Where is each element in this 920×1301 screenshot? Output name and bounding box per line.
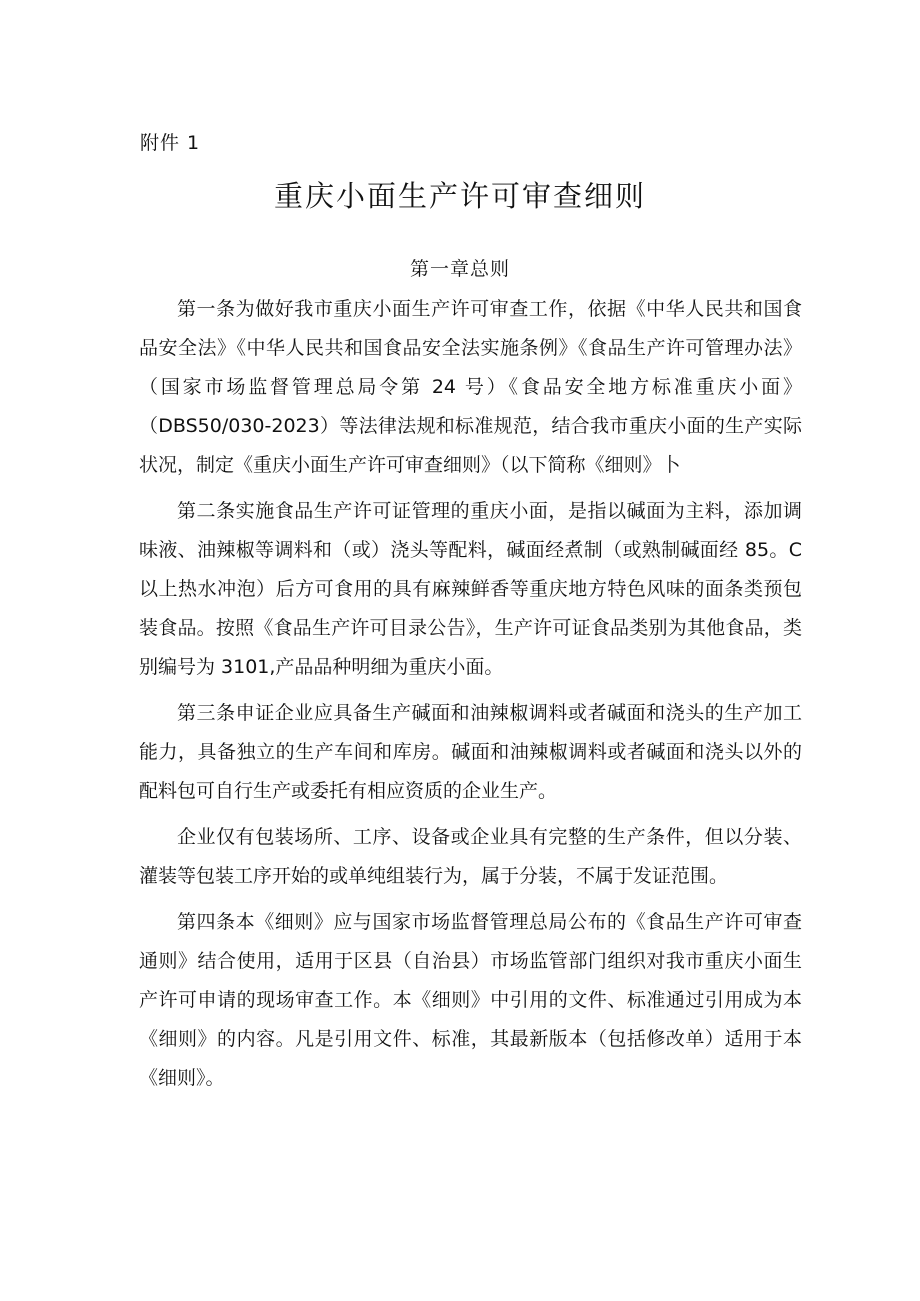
article-2-paragraph: 第二条实施食品生产许可证管理的重庆小面，是指以碱面为主料，添加调味液、油辣椒等调料和（或）浇头等配料，碱面经煮制（或熟制碱面经 85。C 以上热水冲泡）后方可食用的具有麻辣鲜香等重庆地方特色风味的面条类预包装食品。按照《食品生产许可目录公告》，生产许可证食品类别为其他食品，类别编号为 3101,产品品种明细为重庆小面。 (139, 500, 802, 678)
article-3-paragraph: 第三条申证企业应具备生产碱面和油辣椒调料或者碱面和浇头的生产加工能力，具备独立的生产车间和库房。碱面和油辣椒调料或者碱面和浇头以外的配料包可自行生产或委托有相应资质的企业生产。 (139, 702, 802, 802)
chapter-heading: 第一章总则 (409, 258, 510, 280)
article-3-supplement-paragraph: 企业仅有包装场所、工序、设备或企业具有完整的生产条件，但以分装、灌装等包装工序开始的或单纯组装行为，属于分装，不属于发证范围。 (139, 826, 802, 887)
article-1-paragraph: 第一条为做好我市重庆小面生产许可审查工作，依据《中华人民共和国食品安全法》《中华人民共和国食品安全法实施条例》《食品生产许可管理办法》（国家市场监督管理总局令第 24 号）《食品安全地方标准重庆小面》（DBS50/030-2023）等法律法规和标准规范，结合我市重庆小面的生产实际状况，制定《重庆小面生产许可审查细则》（以下简称《细则》卜 (139, 298, 802, 476)
attachment-label: 附件 1 (140, 132, 201, 154)
document-body (139, 290, 802, 1105)
article-4-paragraph: 第四条本《细则》应与国家市场监督管理总局公布的《食品生产许可审查通则》结合使用，适用于区县（自治县）市场监管部门组织对我市重庆小面生产许可申请的现场审查工作。本《细则》中引用的文件、标准通过引用成为本《细则》的内容。凡是引用文件、标准，其最新版本（包括修改单）适用于本《细则》。 (139, 911, 802, 1089)
document-title: 重庆小面生产许可审查细则 (273, 179, 646, 213)
